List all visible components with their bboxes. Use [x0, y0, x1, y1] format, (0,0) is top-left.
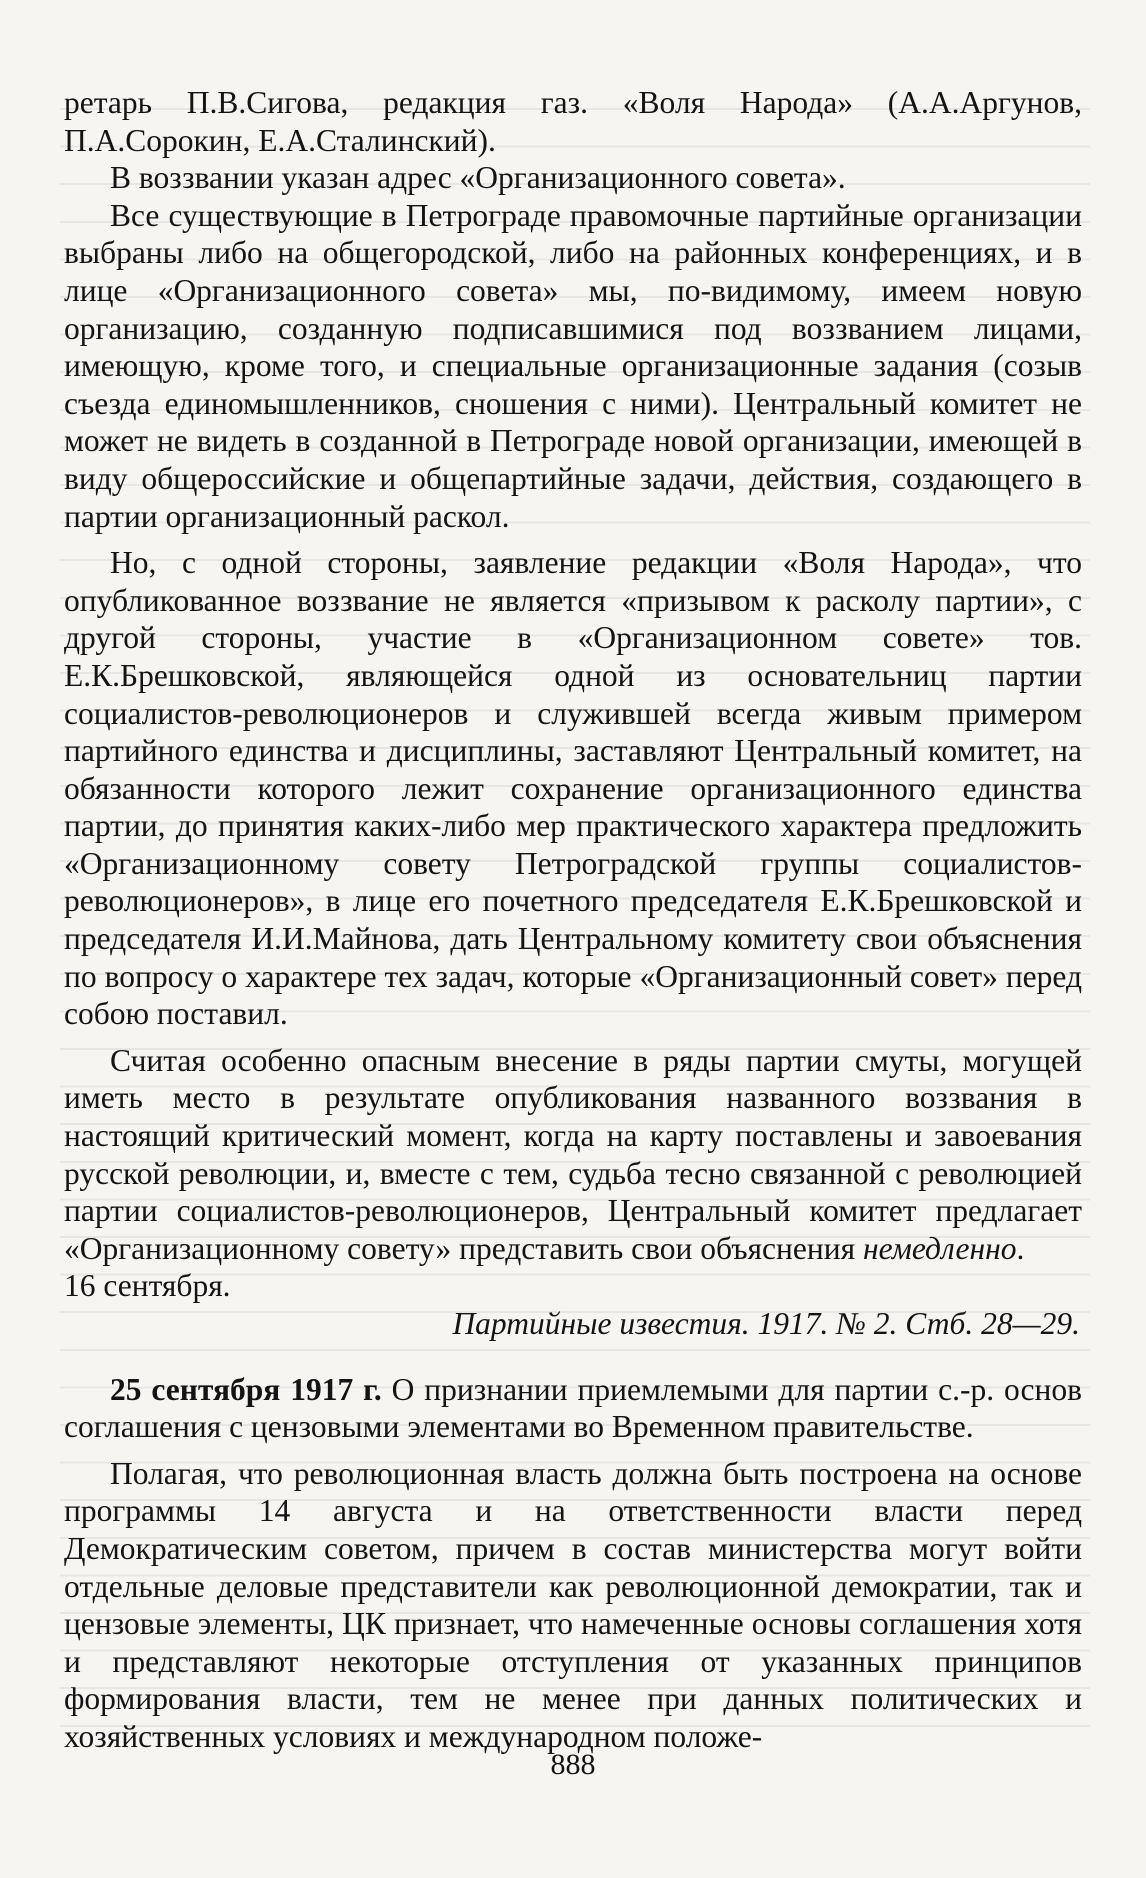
entry-date: 25 сентября 1917 г. [110, 1371, 382, 1407]
paragraph-organizations: Все существующие в Петрограде правомочные партийные организации выбраны либо на общегородской, либо на районных конференциях, и в лице «Организационного совета» мы, по-видимому, имеем новую организацию, созданную подписавшимися под воззванием лицами, имеющую, кроме того, и специальные организационные задания (созыв съезда единомышленников, сношения с ними). Центральный комитет не может не видеть в созданной в Петрограде новой организации, имеющей в виду общероссийские и общепартийные задачи, действия, создающего в партии организационный раскол. [64, 197, 1082, 534]
entry-heading [64, 1371, 1082, 1446]
paragraph-continuation: ретарь П.В.Сигова, редакция газ. «Воля Народа» (А.А.Аргунов, П.А.Сорокин, Е.А.Сталинский). [64, 85, 1082, 158]
source-citation: Партийные известия. 1917. № 2. Стб. 28—29. [452, 1306, 1080, 1341]
emphasis-immediately: немедленно [862, 1230, 1017, 1266]
paragraph-power: Полагая, что революционная власть должна быть построена на основе программы 14 августа и на ответственности власти перед Демократическим советом, причем в состав министерства могут войти отдельные деловые представители как революционной демократии, так и цензовые элементы, ЦК признает, что намеченные основы соглашения хотя и представляют некоторые отступления от указанных принципов формирования власти, тем не менее при данных политических и хозяйственных условиях и международном положе- [64, 1455, 1082, 1754]
paragraph-danger-text: Считая особенно опасным внесение в ряды партии смуты, могущей иметь место в результате опубликования названного воззвания в настоящий критический момент, когда на карту поставлены и завоевания русской революции, и, вместе с тем, судьба тесно связанной с революцией партии социалистов-революционеров, Центральный комитет предлагает «Организационному совету» представить свои объяснения [64, 1042, 1082, 1266]
paragraph-address: В воззвании указан адрес «Организационного совета». [110, 160, 846, 196]
date-line: 16 сентября. [64, 1268, 231, 1304]
page-number: 888 [550, 1748, 596, 1781]
paragraph-danger-end: . [1016, 1230, 1025, 1266]
paragraph-danger [64, 1042, 1082, 1268]
entry-title: О признании приемлемыми для партии с.-р. основ соглашения с цензовыми элементами во Временном правительстве. [64, 1371, 1082, 1445]
paragraph-statement: Но, с одной стороны, заявление редакции «Воля Народа», что опубликованное воззвание не является «призывом к расколу партии», с другой стороны, участие в «Организационном совете» тов. Е.К.Брешковской, являющейся одной из основательниц партии социалистов-революционеров и служившей всегда живым примером партийного единства и дисциплины, заставляют Центральный комитет, на обязанности которого лежит сохранение организационного единства партии, до принятия каких-либо мер практического характера предложить «Организационному совету Петроградской группы социалистов-революционеров», в лице его почетного председателя Е.К.Брешковской и председателя И.И.Майнова, дать Центральному комитету свои объяснения по вопросу о характере тех задач, которые «Организационный совет» перед собою поставил. [64, 545, 1082, 1032]
page-body [64, 84, 1082, 1756]
